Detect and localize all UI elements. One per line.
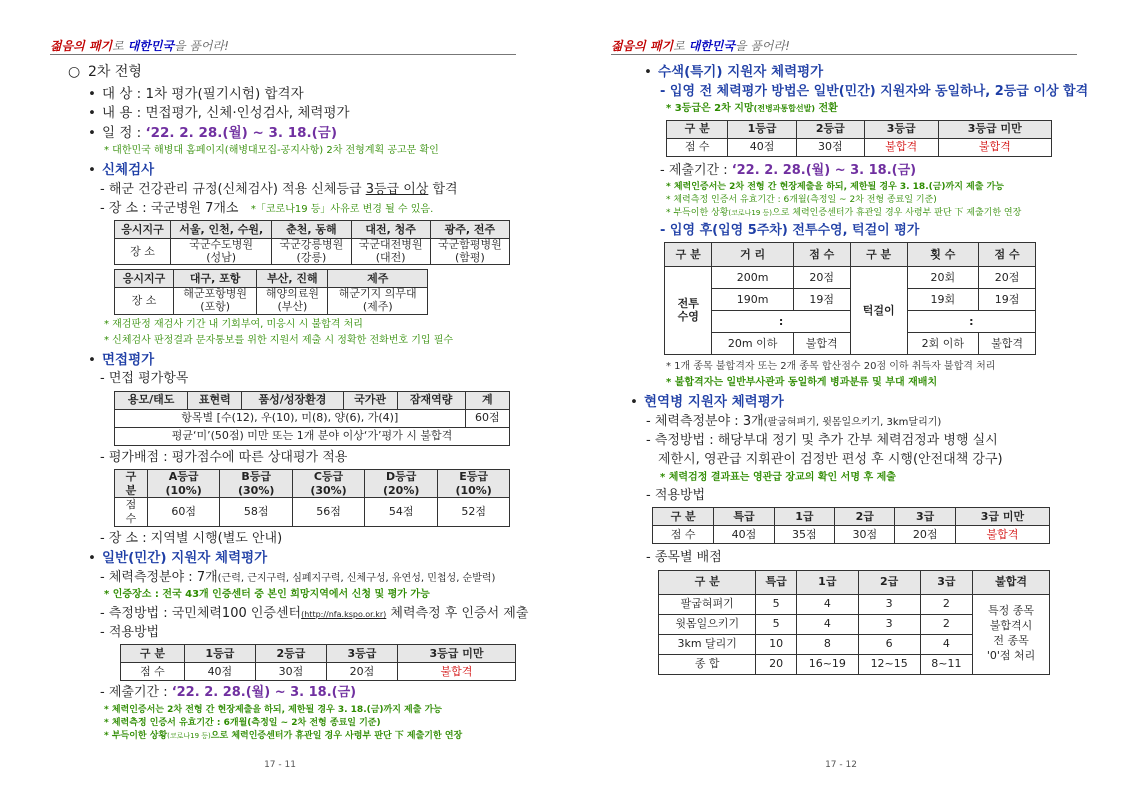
special-score: 30점 (796, 138, 864, 156)
post-pullup-label: 턱걸이 (850, 266, 907, 354)
post-dist-score: 19점 (793, 288, 850, 310)
header-slogan-4: 을 품어라! (173, 39, 229, 53)
special-deadline-prefix: - 제출기간 : (660, 162, 732, 178)
event-fail-note: 특정 종목 불합격시 전 종목 '0'점 처리 (973, 594, 1050, 674)
special-grade: 3등급 (864, 120, 938, 138)
civil-score: 30점 (255, 663, 326, 681)
interview-header: 국가관 (343, 391, 397, 409)
special-table (666, 120, 1052, 157)
post-count: 2회 이하 (907, 332, 978, 354)
interview-header: 계 (465, 391, 509, 409)
soldier-fields-a: - 체력측정분야 : 3개 (646, 413, 764, 429)
soldier-row-label: 점 수 (653, 526, 714, 544)
interview-title: 면접평가 (102, 351, 155, 368)
grade-score: 60점 (147, 498, 220, 527)
event-row-name: 3km 달리기 (659, 634, 756, 654)
interview-place: - 장 소 : 지역별 시행(별도 안내) (100, 530, 283, 546)
soldier-method-1: - 측정방법 : 해당부대 정기 및 추가 간부 체력검정과 병행 실시 (646, 433, 998, 448)
hosp1-hospital: 국군수도병원 (성남) (171, 239, 272, 265)
hospital-table-2 (114, 269, 428, 314)
post-note-1: * 1개 종목 불합격자 또는 2개 종목 합산점수 20점 이하 취득자 불합격 처리 (666, 360, 996, 372)
interview-table (114, 391, 510, 446)
schedule-prefix: 일 정 : (102, 125, 146, 142)
post-header: 점 수 (793, 242, 850, 266)
physical-place (68, 201, 528, 217)
post-dist: 20m 이하 (712, 332, 793, 354)
post-dist: 190m (712, 288, 793, 310)
soldier-score-fail: 불합격 (955, 526, 1049, 544)
soldier-score: 30점 (835, 526, 895, 544)
target-line: • 대 상 : 1차 평가(필기시험) 합격자 (88, 85, 304, 102)
interview-heading: • 면접평가 (88, 351, 155, 368)
special-note-2: * 체력측정 인증서 유효기간 : 6개월(측정일 ~ 2차 전형 종료일 기준) (666, 195, 937, 206)
right-content (630, 64, 1089, 681)
event-header: 특급 (756, 570, 797, 594)
post-count: 20회 (907, 266, 978, 288)
event-cell: 2 (920, 594, 972, 614)
event-cell: 6 (858, 634, 920, 654)
page-header (50, 37, 516, 55)
hosp1-region: 춘천, 동해 (272, 221, 351, 239)
event-header: 3급 (920, 570, 972, 594)
civil-method (68, 606, 528, 622)
post-dist-score: 20점 (793, 266, 850, 288)
soldier-grade: 2급 (835, 508, 895, 526)
post-header: 횟 수 (907, 242, 978, 266)
hosp2-hospital: 해군포항병원 (포항) (173, 288, 256, 314)
physical-std-b: 3등급 이상 (365, 181, 429, 197)
event-row-name: 종 합 (659, 654, 756, 674)
header-slogan-3: 대한민국 (688, 39, 735, 53)
header-slogan-2: 로 (112, 39, 128, 53)
civil-method-link[interactable]: (http://nfa.kspo.or.kr) (301, 609, 387, 619)
grade-head: 구 분 (115, 469, 148, 498)
physical-title: 신체검사 (102, 161, 155, 178)
hosp1-hospital: 국군대전병원 (대전) (351, 239, 430, 265)
physical-note-2: * 신체검사 판정결과 문자통보를 위한 지원서 제출 시 정확한 전화번호 기입 필수 (104, 335, 454, 347)
physical-standard (68, 182, 528, 198)
soldier-fields-b: (팔굽혀펴기, 윗몸일으키기, 3km달리기) (763, 416, 942, 428)
target-text: 대 상 : 1차 평가(필기시험) 합격자 (102, 85, 304, 102)
event-header: 1급 (796, 570, 858, 594)
soldier-apply: - 적용방법 (646, 488, 706, 503)
civil-method-a: - 측정방법 : 국민체력100 인증센터 (100, 605, 302, 621)
event-cell: 3 (858, 614, 920, 634)
civil-fields-a: - 체력측정분야 : 7개 (100, 570, 218, 586)
interview-scores: 항목별 [수(12), 우(10), 미(8), 양(6), 가(4)] (115, 409, 466, 427)
post-dist: 200m (712, 266, 793, 288)
soldier-score: 20점 (895, 526, 955, 544)
civil-cert-note: * 인증장소 : 전국 43개 인증센터 중 본인 희망지역에서 신청 및 평가 가능 (104, 589, 430, 601)
post-header: 구 분 (665, 242, 712, 266)
event-header: 불합격 (973, 570, 1050, 594)
event-row-name: 윗몸일으키기 (659, 614, 756, 634)
header-slogan-4: 을 품어라! (734, 39, 790, 53)
grade-score: 56점 (292, 498, 364, 527)
civil-head: 구 분 (121, 645, 185, 663)
civil-grade: 1등급 (184, 645, 255, 663)
special-pre (644, 83, 1089, 100)
civil-apply: - 적용방법 (100, 625, 160, 641)
interview-header: 품성/성장환경 (242, 391, 343, 409)
post-count-score: 20점 (979, 266, 1036, 288)
header-slogan-1: 젊음의 패기 (611, 39, 674, 53)
soldier-grade: 특급 (714, 508, 774, 526)
schedule-line: • 일 정 : ‘22. 2. 28.(월) ~ 3. 18.(금) (88, 125, 338, 142)
special-note-c: 전환 (814, 103, 838, 115)
stage-heading: ○ 2차 전형 (68, 64, 142, 80)
special-heading: • 수색(특기) 지원자 체력평가 (644, 64, 824, 80)
civil-deadline-prefix: - 제출기간 : (100, 685, 172, 701)
soldier-fields (644, 414, 1084, 430)
event-title: - 종목별 배점 (646, 550, 722, 566)
post-header: 점 수 (979, 242, 1036, 266)
special-score-fail: 불합격 (938, 138, 1051, 156)
interview-header: 용모/태도 (115, 391, 188, 409)
civil-heading: • 일반(민간) 지원자 체력평가 (88, 550, 268, 567)
place-text: - 장 소 : 국군병원 7개소 (100, 200, 239, 216)
grade-header: A등급(10%) (147, 469, 220, 498)
grade-header: C등급(30%) (292, 469, 364, 498)
civil-title: 일반(민간) 지원자 체력평가 (102, 550, 268, 567)
hosp2-hospital: 해군기지 의무대 (제주) (328, 288, 428, 314)
physical-std-a: - 해군 건강관리 규정(신체검사) 적용 신체등급 (100, 181, 366, 197)
soldier-grade: 1급 (774, 508, 834, 526)
special-score: 40점 (728, 138, 796, 156)
left-page (0, 0, 560, 793)
special-note (644, 103, 1084, 116)
hosp2-region: 대구, 포항 (173, 270, 256, 288)
event-cell: 4 (920, 634, 972, 654)
physical-note-1: * 재검판정 재검사 기간 내 기회부여, 미응시 시 불합격 처리 (104, 318, 363, 330)
civil-score: 20점 (326, 663, 397, 681)
grade-table (114, 469, 510, 527)
soldier-grade: 3급 미만 (955, 508, 1049, 526)
interview-header: 표현력 (188, 391, 242, 409)
civil-note-3 (68, 731, 528, 742)
post-title: - 입영 후(입영 5주차) 전투수영, 턱걸이 평가 (660, 222, 920, 238)
event-cell: 4 (796, 594, 858, 614)
post-count-score: 불합격 (979, 332, 1036, 354)
special-pre-text: - 입영 전 체력평가 방법은 일반(민간) 지원자와 동일하나, 2등급 이상 합격 (660, 83, 1089, 99)
schedule-note: * 대한민국 해병대 홈페이지(해병대모집-공지사항) 2차 전형계획 공고문 확인 (104, 145, 439, 157)
grade-header: B등급(30%) (220, 469, 292, 498)
event-cell: 20 (756, 654, 797, 674)
page-number: 17 - 11 (264, 760, 296, 770)
civil-score: 40점 (184, 663, 255, 681)
right-page (561, 0, 1121, 793)
soldier-grade: 3급 (895, 508, 955, 526)
schedule-dates: ‘22. 2. 28.(월) ~ 3. 18.(금) (145, 125, 338, 142)
hosp1-region: 대전, 청주 (351, 221, 430, 239)
grade-score: 52점 (438, 498, 510, 527)
civil-deadline (68, 685, 528, 701)
post-dist-ellipsis: : (712, 310, 850, 332)
grade-score: 54점 (365, 498, 438, 527)
event-cell: 10 (756, 634, 797, 654)
place-note: *「코로나19 등」사유로 변경 될 수 있음. (250, 203, 434, 215)
hosp2-region: 부산, 진해 (257, 270, 328, 288)
special-deadline-dates: ‘22. 2. 28.(월) ~ 3. 18.(금) (731, 162, 917, 178)
header-slogan-2: 로 (673, 39, 689, 53)
header-slogan-1: 젊음의 패기 (50, 39, 113, 53)
event-cell: 4 (796, 614, 858, 634)
hosp2-head: 응시지구 (115, 270, 174, 288)
event-header: 2급 (858, 570, 920, 594)
event-cell: 5 (756, 614, 797, 634)
hosp1-region: 광주, 전주 (430, 221, 509, 239)
post-count-score: 19점 (979, 288, 1036, 310)
special-note3-a: * 부득이한 상황 (666, 208, 729, 219)
post-count-ellipsis: : (907, 310, 1035, 332)
soldier-title: 현역병 지원자 체력평가 (644, 393, 784, 410)
interview-total: 60점 (465, 409, 509, 427)
soldier-score: 40점 (714, 526, 774, 544)
page-number: 17 - 12 (825, 760, 857, 770)
header-slogan-3: 대한민국 (127, 39, 174, 53)
stage-title: 2차 전형 (88, 64, 142, 80)
interview-alloc: - 평가배점 : 평가점수에 따른 상대평가 적용 (100, 449, 348, 465)
interview-header: 잠재역량 (397, 391, 465, 409)
event-cell: 16~19 (796, 654, 858, 674)
hosp2-region: 제주 (328, 270, 428, 288)
event-table (658, 570, 1050, 675)
soldier-head: 구 분 (653, 508, 714, 526)
post-dist-score: 불합격 (793, 332, 850, 354)
interview-items: - 면접 평가항목 (100, 371, 189, 387)
post-header: 구 분 (850, 242, 907, 266)
interview-rule: 평균‘미’(50점) 미만 또는 1개 분야 이상‘가’평가 시 불합격 (115, 427, 510, 445)
physical-heading: • 신체검사 (88, 161, 155, 178)
page-header (611, 37, 1077, 55)
event-cell: 8~11 (920, 654, 972, 674)
civil-deadline-dates: ‘22. 2. 28.(월) ~ 3. 18.(금) (171, 685, 357, 701)
special-note-3 (644, 208, 1084, 219)
left-content (68, 64, 528, 744)
post-count: 19회 (907, 288, 978, 310)
civil-note-2: * 체력측정 인증서 유효기간 : 6개월(측정일 ~ 2차 전형 종료일 기준) (104, 717, 381, 728)
special-deadline (644, 163, 1084, 179)
civil-note-1: * 체력인증서는 2차 전형 간 현장제출을 하되, 제한될 경우 3. 18.(금)까지 제출 가능 (104, 704, 442, 715)
post-table (664, 242, 1036, 355)
physical-std-c: 합격 (428, 181, 458, 197)
post-note-2: * 불합격자는 일반부사관과 동일하게 병과분류 및 부대 재배치 (666, 377, 938, 389)
special-note-b: (전병과통합선발) (753, 104, 815, 114)
hospital-table-1 (114, 220, 510, 265)
event-header: 구 분 (659, 570, 756, 594)
special-head: 구 분 (667, 120, 728, 138)
civil-fields-b: (근력, 근지구력, 심폐지구력, 신체구성, 유연성, 민첩성, 순발력) (217, 573, 496, 585)
civil-note3-b: (코로나19 등) (167, 732, 211, 741)
post-swim-label: 전투 수영 (665, 266, 712, 354)
contents-line: • 내 용 : 면접평가, 신체·인성검사, 체력평가 (88, 105, 350, 122)
grade-header: E등급(10%) (438, 469, 510, 498)
contents-text: 내 용 : 면접평가, 신체·인성검사, 체력평가 (102, 105, 350, 122)
soldier-heading: • 현역병 지원자 체력평가 (630, 393, 784, 410)
grade-header: D등급(20%) (365, 469, 438, 498)
special-note-a: * 3등급은 2차 지망 (666, 103, 754, 115)
special-score-fail: 불합격 (864, 138, 938, 156)
grade-score: 58점 (220, 498, 292, 527)
special-title: 수색(특기) 지원자 체력평가 (658, 64, 824, 80)
event-cell: 5 (756, 594, 797, 614)
civil-note3-c: 으로 체력인증센터가 휴관일 경우 사령부 판단 下 제출기한 연장 (210, 731, 463, 742)
event-cell: 12~15 (858, 654, 920, 674)
soldier-method-2: 제한시, 영관급 지휘관이 검정반 편성 후 시행(안전대책 강구) (658, 452, 1003, 468)
hosp1-hospital: 국군함평병원 (함평) (430, 239, 509, 265)
hosp1-hospital: 국군강릉병원 (강릉) (272, 239, 351, 265)
civil-grade: 3등급 (326, 645, 397, 663)
event-cell: 8 (796, 634, 858, 654)
event-cell: 2 (920, 614, 972, 634)
special-row-label: 점 수 (667, 138, 728, 156)
civil-table (120, 644, 516, 681)
hosp1-head: 응시지구 (115, 221, 171, 239)
soldier-note: * 체력검정 결과표는 영관급 장교의 확인 서명 후 제출 (660, 471, 896, 483)
hosp1-region: 서울, 인천, 수원, (171, 221, 272, 239)
special-grade: 1등급 (728, 120, 796, 138)
civil-score-fail: 불합격 (397, 663, 515, 681)
civil-row-label: 점 수 (121, 663, 185, 681)
hosp2-hospital: 해양의료원 (부산) (257, 288, 328, 314)
civil-grade: 3등급 미만 (397, 645, 515, 663)
civil-note3-a: * 부득이한 상황 (104, 731, 168, 742)
civil-grade: 2등급 (255, 645, 326, 663)
event-cell: 3 (858, 594, 920, 614)
post-header: 거 리 (712, 242, 793, 266)
special-grade: 3등급 미만 (938, 120, 1051, 138)
civil-method-c: 체력측정 후 인증서 제출 (386, 605, 529, 621)
hosp2-row-label: 장 소 (115, 288, 174, 314)
special-note3-c: 으로 체력인증센터가 휴관일 경우 사령부 판단 下 제출기한 연장 (772, 208, 1022, 219)
hosp1-row-label: 장 소 (115, 239, 171, 265)
event-row-name: 팔굽혀펴기 (659, 594, 756, 614)
post-heading (644, 223, 1084, 239)
special-note3-b: (코로나19 등) (728, 209, 773, 218)
special-note-1: * 체력인증서는 2차 전형 간 현장제출을 하되, 제한될 경우 3. 18.(금)까지 제출 가능 (666, 181, 1004, 192)
special-grade: 2등급 (796, 120, 864, 138)
soldier-score: 35점 (774, 526, 834, 544)
soldier-table (652, 507, 1050, 544)
civil-fields (68, 570, 528, 586)
grade-row-label: 점 수 (115, 498, 148, 527)
